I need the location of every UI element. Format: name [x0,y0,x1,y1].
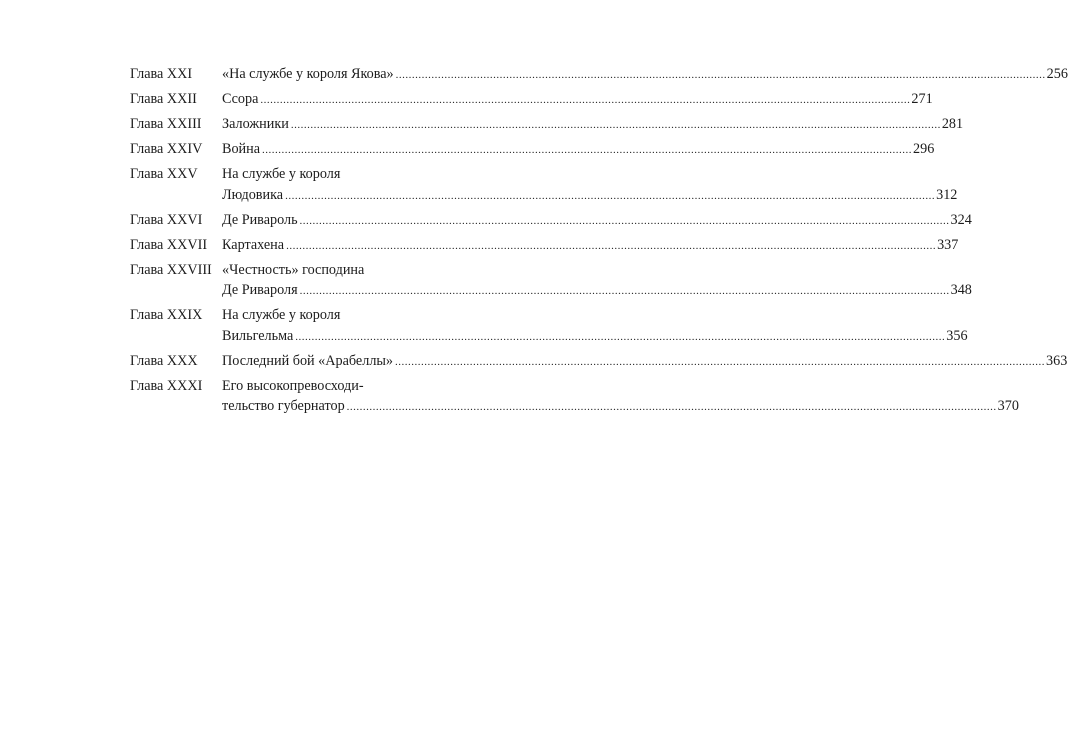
chapter-title-text: Ссора [222,91,259,107]
chapter-number: Глава XXV [130,166,198,182]
toc-entry [130,376,1019,418]
toc-entry [130,260,972,302]
dot-leader: ........................................................................................................................................................................................................ [285,189,936,202]
chapter-title-block [222,139,935,161]
dot-leader: ........................................................................................................................................................................................................ [346,401,997,413]
chapter-title-last-line [222,89,933,111]
page-number: 271 [911,91,933,107]
toc-entry [130,305,968,347]
chapter-number: Глава XXII [130,91,197,107]
chapter-title-block [222,235,959,257]
chapter-title-last-line [222,210,972,232]
chapter-title-text: Де Ривароля [222,282,298,298]
chapter-title-block [222,210,972,232]
chapter-title-block [222,114,964,136]
chapter-title-text: Людовика [222,186,284,203]
chapter-number: Глава XXVII [130,236,208,253]
chapter-title-text: Заложники [222,116,289,132]
page-number: 256 [1046,66,1068,82]
toc-entry [130,64,1068,86]
toc-entry [130,235,959,257]
page-number: 337 [937,236,959,253]
dot-leader: ........................................................................................................................................................................................................ [286,239,937,252]
chapter-number: Глава XXIII [130,116,202,132]
chapter-number: Глава XXIV [130,141,203,157]
dot-leader: ........................................................................................................................................................................................................ [290,119,941,131]
chapter-title-last-line [222,396,1019,418]
toc-entry [130,210,972,232]
chapter-title-last-line [222,326,968,348]
toc-entry [130,114,964,136]
dot-leader: ........................................................................................................................................................................................................ [295,330,946,343]
chapter-number: Глава XXVI [130,211,203,228]
page-number: 370 [997,398,1019,414]
page-number: 296 [913,141,935,157]
dot-leader: ........................................................................................................................................................................................................ [260,94,911,106]
chapter-title-block [222,64,1068,86]
chapter-title-text: тельство губернатор [222,398,345,414]
chapter-title-block [222,351,1068,373]
dot-leader: ........................................................................................................................................................................................................ [262,144,913,156]
dot-leader: ........................................................................................................................................................................................................ [395,69,1046,81]
chapter-title-last-line [222,185,958,207]
chapter-title-text: Вильгельма [222,327,294,344]
table-of-contents [130,64,1068,421]
page-number: 281 [941,116,964,132]
chapter-title-text: Война [222,141,261,157]
chapter-title-text: Де Ривароль [222,211,298,228]
chapter-title-block [222,305,968,347]
chapter-title-line: На службе у короля [222,166,341,182]
dot-leader: ........................................................................................................................................................................................................ [395,355,1046,368]
chapter-title-text: Последний бой «Арабеллы» [222,352,394,369]
chapter-title-line: На службе у короля [222,307,341,323]
page-number: 356 [946,327,968,344]
chapter-title-last-line [222,280,972,302]
page-number: 312 [936,186,958,203]
chapter-title-block [222,89,933,111]
chapter-title-text: Картахена [222,236,285,253]
page-number: 363 [1046,352,1068,369]
chapter-title-block [222,164,958,206]
toc-entry [130,89,933,111]
chapter-title-last-line [222,139,935,161]
chapter-title-last-line [222,114,964,136]
chapter-number: Глава XXXI [130,377,203,394]
chapter-number: Глава XXX [130,352,198,369]
chapter-title-block [222,376,1019,418]
chapter-number: Глава XXIX [130,307,203,323]
chapter-title-line: Его высокопревосходи- [222,377,364,394]
chapter-title-block [222,260,972,302]
chapter-title-line: «Честность» господина [222,261,365,278]
chapter-title-last-line [222,235,959,257]
dot-leader: ........................................................................................................................................................................................................ [299,214,950,227]
page-number: 324 [950,211,972,228]
chapter-number: Глава XXVIII [130,261,212,278]
page-number: 348 [950,282,972,298]
chapter-title-text: «На службе у короля Якова» [222,66,394,82]
toc-entry [130,139,935,161]
toc-entry [130,351,1068,373]
chapter-title-last-line [222,351,1068,373]
chapter-number: Глава XXI [130,66,193,82]
toc-entry [130,164,958,206]
chapter-title-last-line [222,64,1068,86]
dot-leader: ........................................................................................................................................................................................................ [299,285,950,297]
